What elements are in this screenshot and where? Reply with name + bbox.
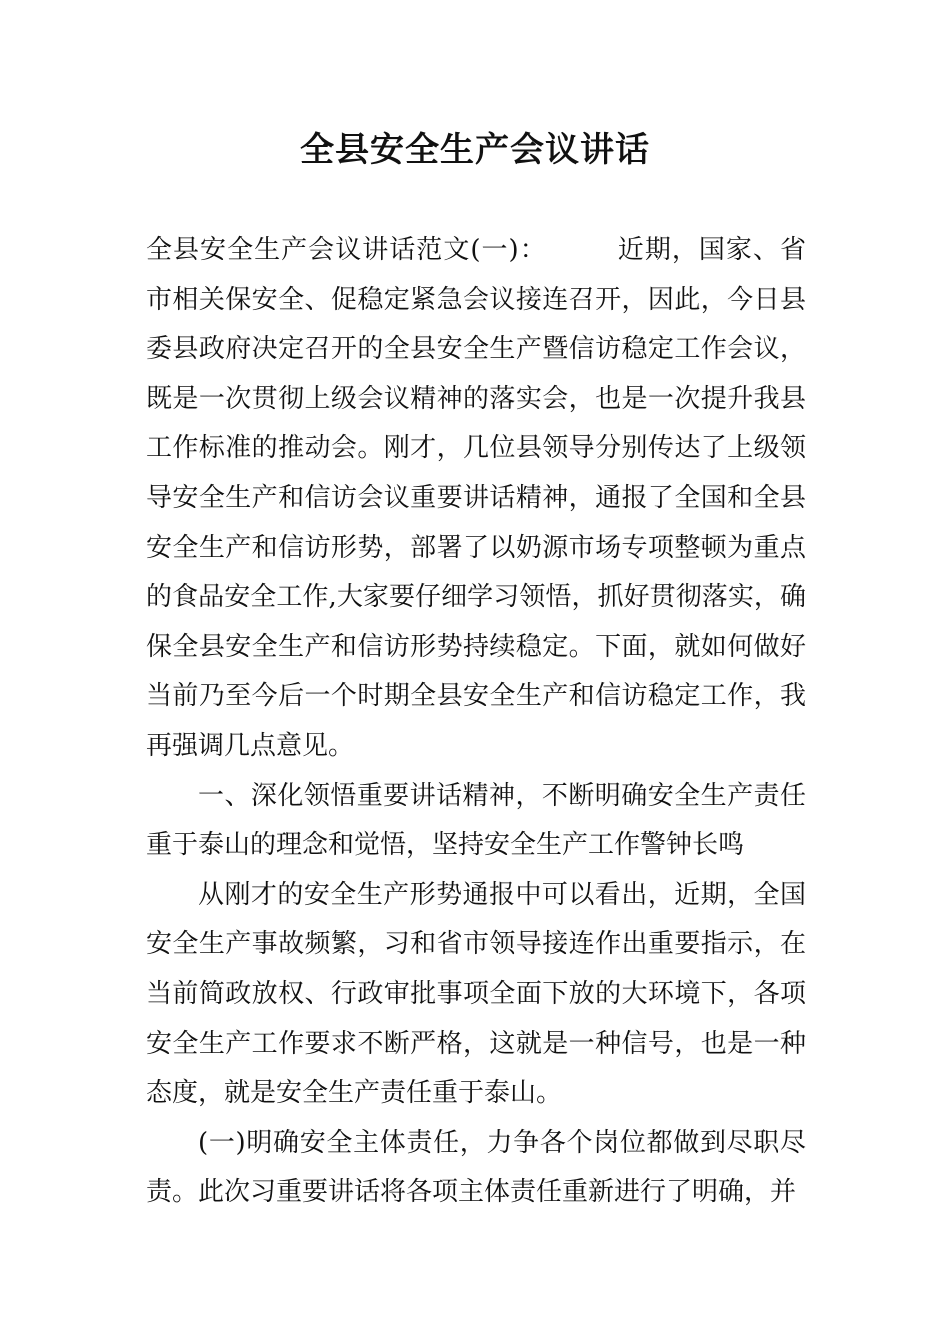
intro-text: 近期，国家、省市相关保安全、促稳定紧急会议接连召开，因此，今日县委县政府决定召开的全县安全生产暨信访稳定工作会议，既是一次贯彻上级会议精神的落实会，也是一次提升我县工作标准的推动会。刚才，几位县领导分别传达了上级领导安全生产和信访会议重要讲话精神，通报了全国和全县安全生产和信访形势，部署了以奶源市场专项整顿为重点的食品安全工作,大家要仔细学习领悟，抓好贯彻落实，确保全县安全生产和信访形势持续稳定。下面，就如何做好当前乃至今后一个时期全县安全生产和信访稳定工作，我再强调几点意见。 [146, 235, 806, 761]
document-body [146, 226, 806, 1218]
body-paragraph: 从刚才的安全生产形势通报中可以看出，近期，全国安全生产事故频繁，习和省市领导接连作出重要指示，在当前简政放权、行政审批事项全面下放的大环境下，各项安全生产工作要求不断严格，这就是一种信号，也是一种态度，就是安全生产责任重于泰山。 [146, 879, 806, 1109]
body-paragraph: (一)明确安全主体责任，力争各个岗位都做到尽职尽责。此次习重要讲话将各项主体责任重新进行了明确，并 [146, 1127, 806, 1208]
intro-paragraph [146, 226, 806, 772]
document-title: 全县安全生产会议讲话 [300, 130, 650, 170]
intro-label: 全县安全生产会议讲话范文(一)： [146, 235, 547, 265]
section-heading-1: 一、深化领悟重要讲话精神，不断明确安全生产责任重于泰山的理念和觉悟，坚持安全生产工作警钟长鸣 [146, 780, 806, 861]
